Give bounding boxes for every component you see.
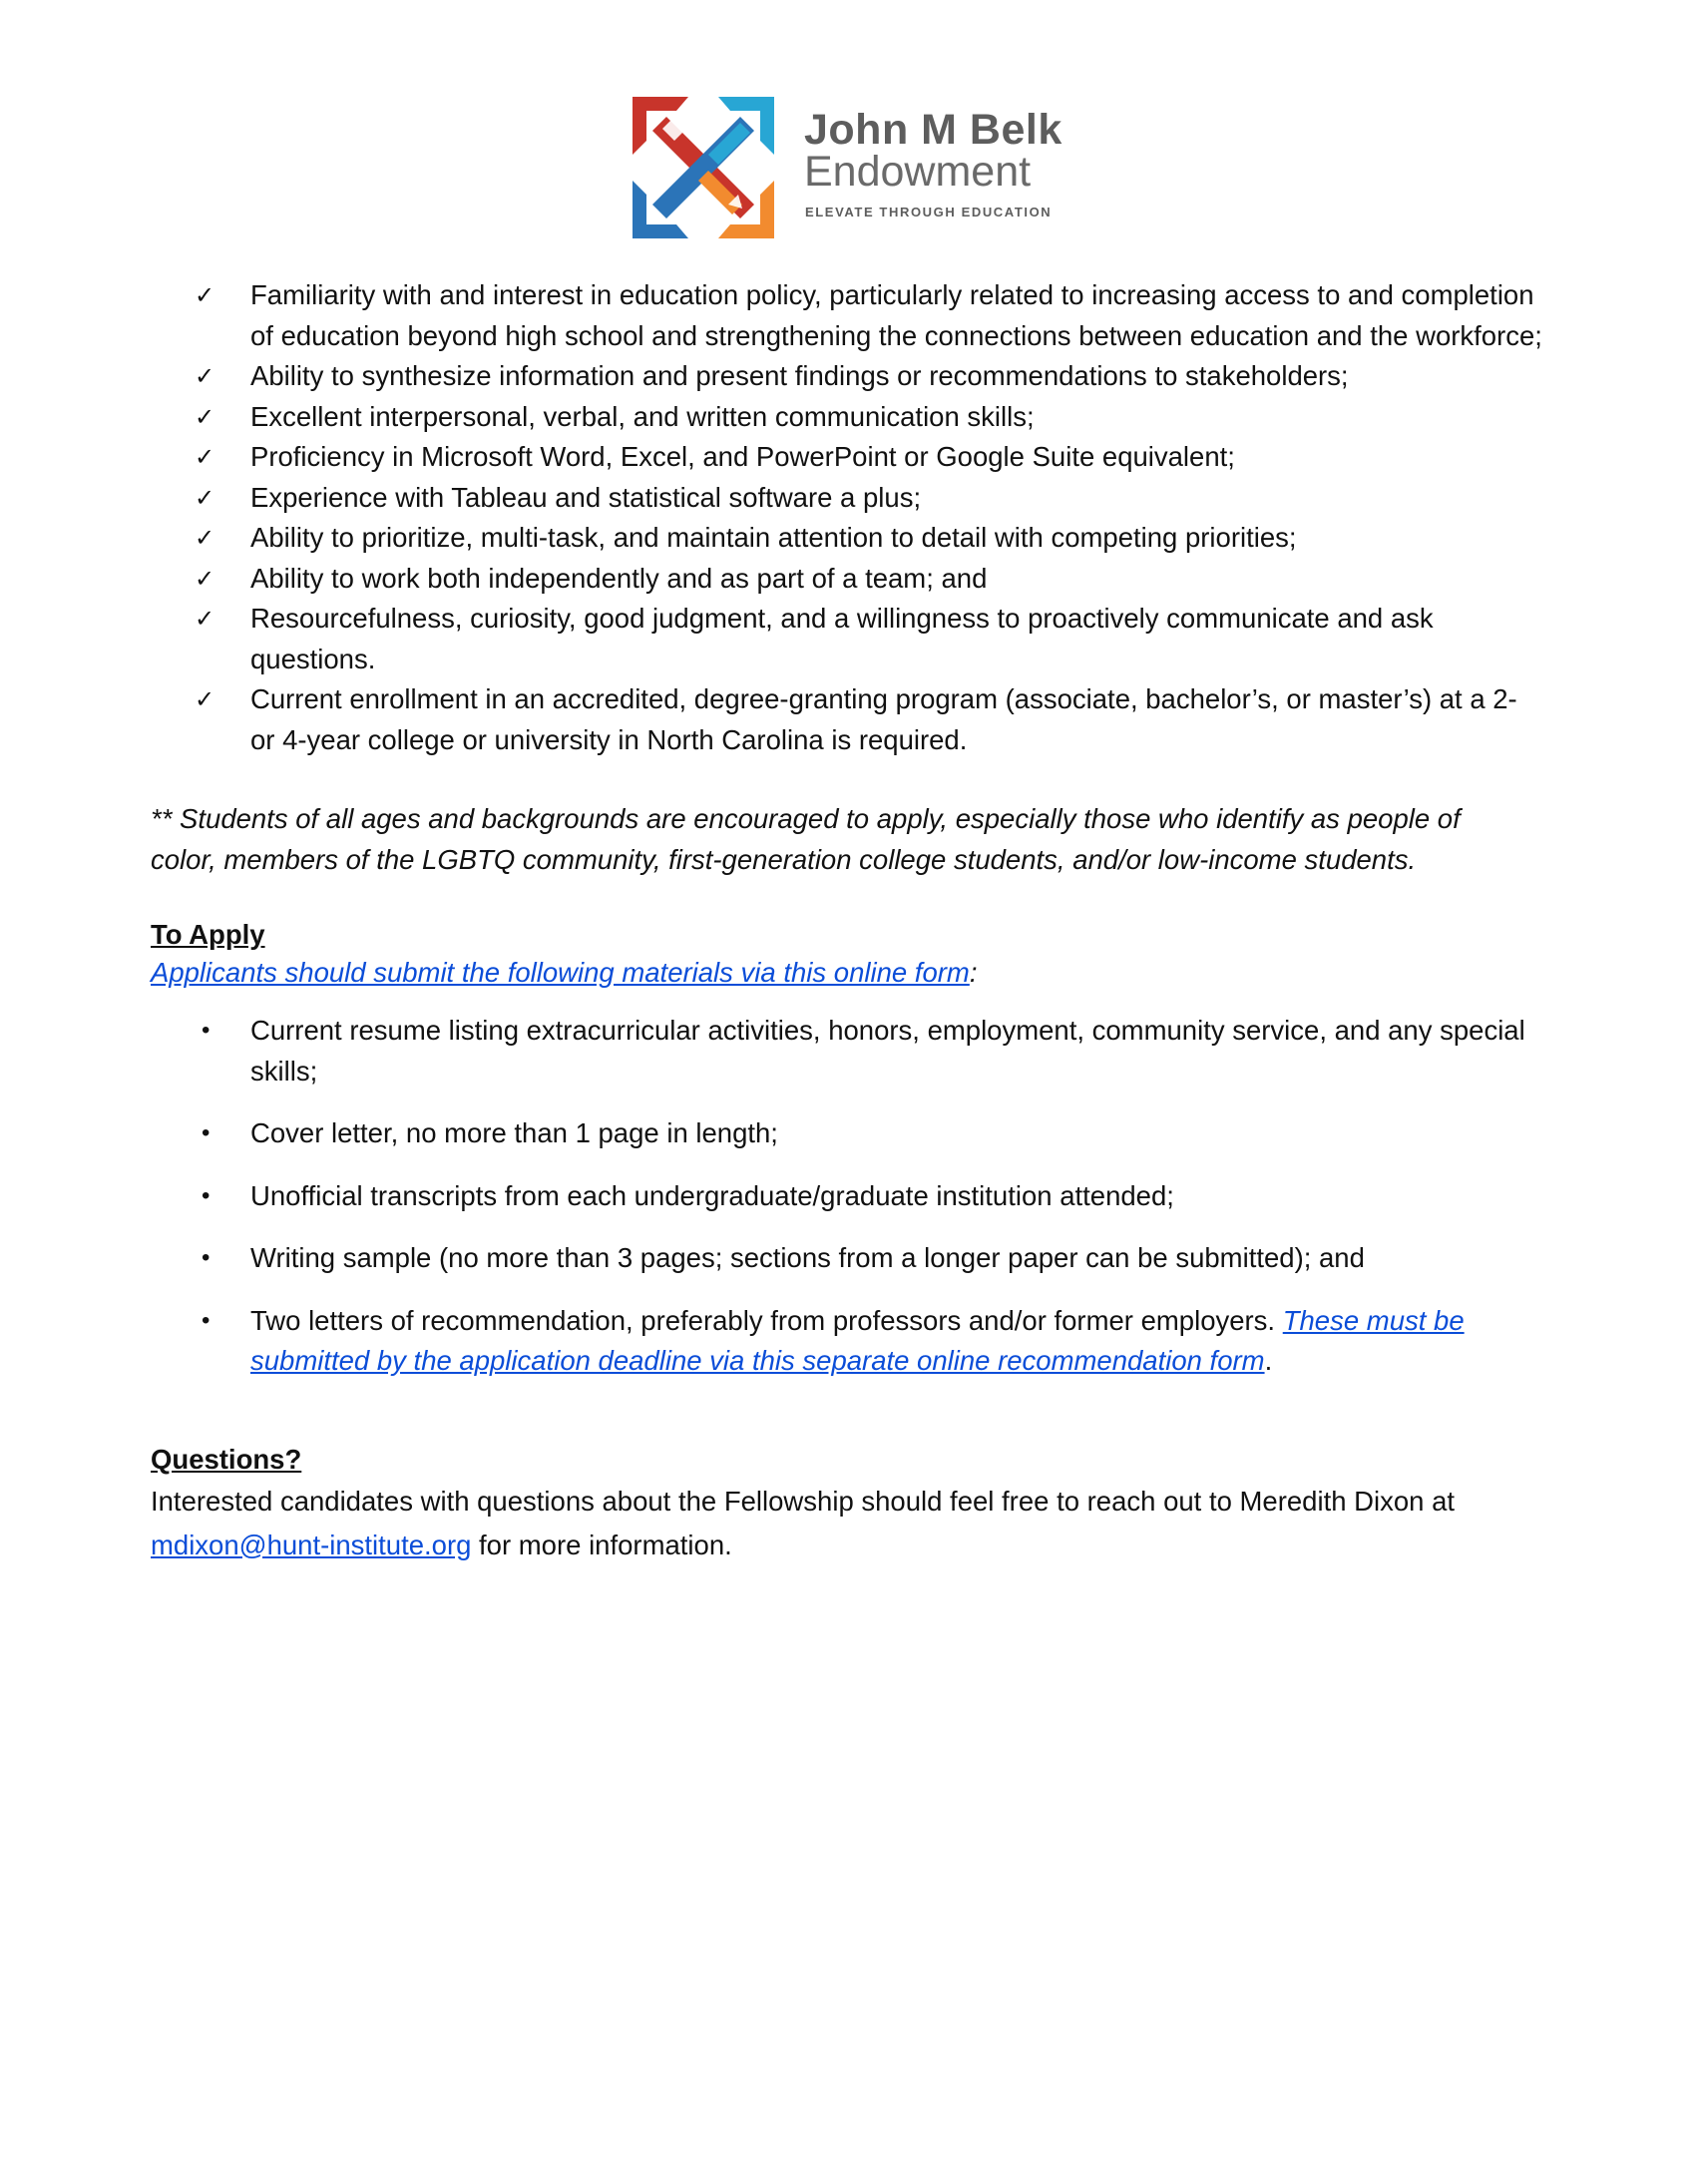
questions-text-after: for more information.: [471, 1529, 732, 1560]
belk-endowment-logo: [633, 97, 1071, 238]
checkmark-icon: ✓: [195, 605, 215, 633]
list-item-text: Cover letter, no more than 1 page in length;: [250, 1117, 778, 1148]
to-apply-heading: To Apply: [151, 919, 265, 950]
list-item-text: Resourcefulness, curiosity, good judgment, and a willingness to proactively communicate and ask questions.: [250, 603, 1434, 674]
list-item-suffix: .: [1264, 1345, 1273, 1376]
questions-text-before: Interested candidates with questions about the Fellowship should feel free to reach out to Meredith Dixon at: [151, 1485, 1456, 1517]
recommendation-form-link[interactable]: These must be submitted by the application deadline via this separate online recommendation form: [250, 1304, 1465, 1376]
logo-tagline: ELEVATE THROUGH EDUCATION: [805, 205, 1053, 219]
apply-lead-suffix: :: [969, 957, 978, 988]
list-item-text: Proficiency in Microsoft Word, Excel, and PowerPoint or Google Suite equivalent;: [250, 441, 1235, 472]
list-item-text: Unofficial transcripts from each undergraduate/graduate institution attended;: [250, 1179, 1174, 1211]
logo-name-line1: John M Belk: [804, 106, 1062, 154]
list-item: [151, 679, 1547, 760]
bullet-icon: •: [202, 1119, 211, 1146]
list-item: [151, 1238, 1547, 1279]
checkmark-icon: ✓: [195, 402, 215, 431]
bullet-icon: •: [202, 1017, 211, 1044]
bullet-icon: •: [202, 1306, 211, 1334]
online-form-link[interactable]: Applicants should submit the following materials via this online form: [151, 957, 970, 988]
checkmark-icon: ✓: [195, 443, 215, 471]
list-item-text: Excellent interpersonal, verbal, and written communication skills;: [250, 400, 1035, 432]
list-item: [151, 437, 1547, 478]
list-item: [151, 1176, 1547, 1217]
checkmark-icon: ✓: [195, 362, 215, 390]
list-item: [151, 518, 1547, 559]
list-item-text: Ability to prioritize, multi-task, and maintain attention to detail with competing priorities;: [250, 522, 1297, 553]
list-item: [151, 397, 1547, 438]
endowment-logo-icon: [633, 97, 774, 238]
questions-text: [151, 1480, 1547, 1567]
list-item-text: Ability to synthesize information and present findings or recommendations to stakeholders;: [250, 360, 1349, 391]
bullet-icon: •: [202, 1181, 211, 1209]
list-item-text: Current enrollment in an accredited, degree-granting program (associate, bachelor’s, or master’s) at a 2- or 4-year college or university in North Carolina is required.: [250, 683, 1517, 755]
encouragement-note: ** Students of all ages and backgrounds are encouraged to apply, especially those who identify as people of color, members of the LGBTQ community, first-generation college students, and/or low-income students.: [151, 803, 1461, 875]
list-item-text: Experience with Tableau and statistical software a plus;: [250, 481, 922, 513]
contact-email-link[interactable]: mdixon@hunt-institute.org: [151, 1529, 472, 1560]
list-item-text: Current resume listing extracurricular activities, honors, employment, community service, and any special skills;: [250, 1015, 1525, 1087]
list-item: [151, 356, 1547, 397]
list-item: [151, 1113, 1547, 1154]
list-item: [151, 1011, 1547, 1092]
list-item-text: Ability to work both independently and as part of a team; and: [250, 562, 988, 594]
checkmark-icon: ✓: [195, 685, 215, 713]
checkmark-icon: ✓: [195, 564, 215, 593]
qualifications-list: [151, 275, 1547, 760]
list-item-text: Two letters of recommendation, preferably from professors and/or former employers.: [250, 1304, 1283, 1336]
list-item-text: Writing sample (no more than 3 pages; sections from a longer paper can be submitted); and: [250, 1242, 1365, 1273]
questions-heading: Questions?: [151, 1443, 302, 1475]
checkmark-icon: ✓: [195, 524, 215, 552]
list-item: [151, 559, 1547, 600]
logo-name-line2: Endowment: [804, 148, 1032, 196]
checkmark-icon: ✓: [195, 281, 215, 309]
list-item-text: Familiarity with and interest in education policy, particularly related to increasing access to and completion of education beyond high school and strengthening the connections between education and the workforce;: [250, 279, 1542, 351]
list-item: [151, 478, 1547, 519]
bullet-icon: •: [202, 1244, 211, 1271]
application-materials-list: [151, 1011, 1547, 1382]
checkmark-icon: ✓: [195, 483, 215, 512]
list-item: [151, 275, 1547, 356]
apply-lead: [151, 954, 1547, 992]
list-item: [151, 599, 1547, 679]
document-body: [151, 275, 1547, 1567]
list-item: [151, 1301, 1547, 1382]
